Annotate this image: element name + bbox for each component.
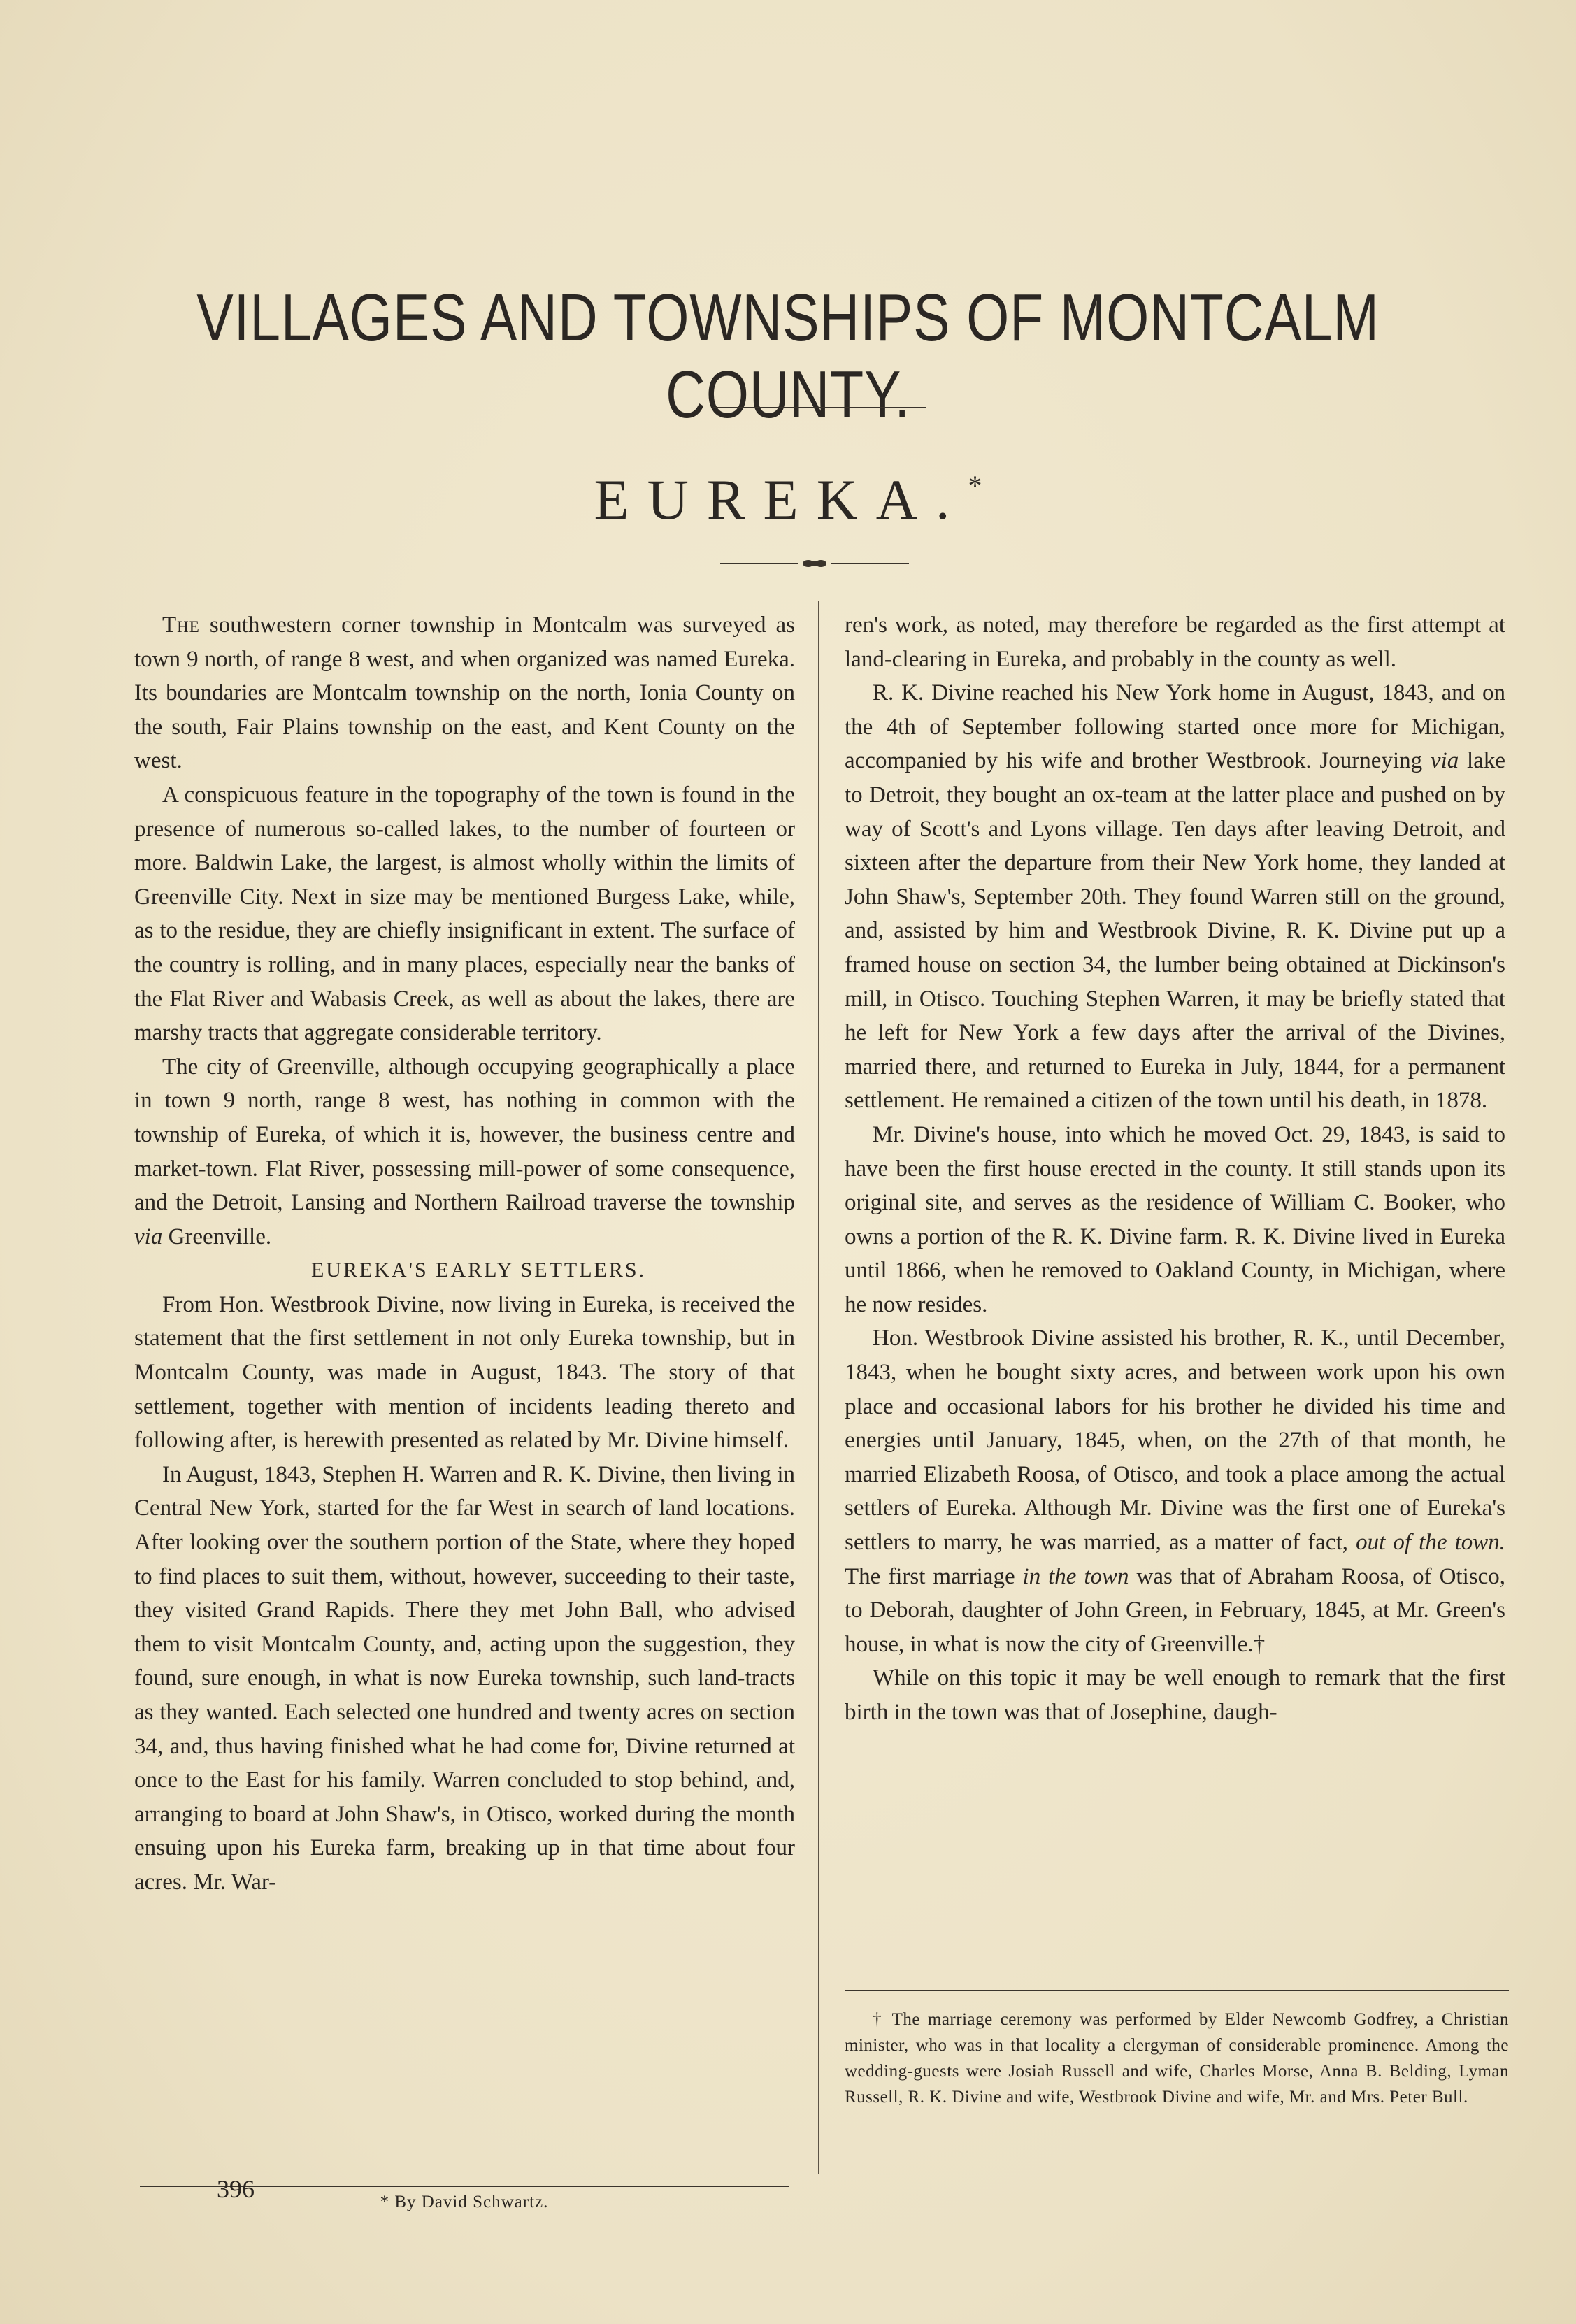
lead-word: The (162, 612, 200, 638)
paragraph: ren's work, as noted, may therefore be regarded as the first attempt at land-clearing in Eureka, and probably in the county as well. (845, 612, 1505, 672)
column-divider (818, 601, 819, 2174)
section-title-text: EUREKA. (594, 468, 968, 531)
section-title (0, 467, 1576, 533)
paragraph: R. K. Divine reached his New York home in August, 1843, and on the 4th of September following started once more for Michigan, accompanied by his wife and brother Westbrook. Journeying via lake to Detroit, they bought an ox-team at the latter place and pushed on by way of Scott's and Lyons village. Ten days after leaving Detroit, and sixteen after the departure from their New York home, they landed at John Shaw's, September 20th. They found Warren still on the ground, and, assisted by him and Westbrook Divine, R. K. Divine put up a framed house on section 34, the lumber being obtained at Dickinson's mill, in Otisco. Touching Stephen Warren, it may be briefly stated that he left for New York a few days after the arrival of the Divines, married there, and returned to Eureka in July, 1844, for a permanent settlement. He remained a citizen of the town until his death, in 1878. (845, 680, 1506, 1114)
page-number: 396 (217, 2175, 255, 2203)
footnote-marriage: † The marriage ceremony was performed by Elder Newcomb Godfrey, a Christian minister, who was in that locality a clergyman of considerable prominence. Among the wedding-guests were Josiah Russell and wife, Charles Morse, Anna B. Belding, Lyman Russell, R. K. Divine and wife, Westbrook Divine and wife, Mr. and Mrs. Peter Bull. (845, 2010, 1509, 2107)
paragraph: While on this topic it may be well enough to remark that the first birth in the town was that of Josephine, daugh- (845, 1665, 1505, 1725)
paragraph: A conspicuous feature in the topography of the town is found in the presence of numerous so-called lakes, to the number of fourteen or more. Baldwin Lake, the largest, is almost wholly within the limits of Greenville City. Next in size may be mentioned Burgess Lake, while, as to the residue, they are chiefly insignificant in extent. The surface of the country is rolling, and in many places, especially near the banks of the Flat River and Wabasis Creek, as well as about the lakes, there are marshy tracts that aggregate considerable territory. (134, 782, 795, 1046)
ornament-divider-icon (720, 557, 909, 571)
paragraph: The city of Greenville, although occupying geographically a place in town 9 north, range 8 west, has nothing in common with the township of Eureka, of which it is, however, the business centre and market-town. Flat River, possessing mill-power of some consequence, and the Detroit, Lansing and Northern Railroad traverse the township via Greenville. (134, 1054, 795, 1249)
page-title: VILLAGES AND TOWNSHIPS OF MONTCALM COUNTY. (196, 280, 1380, 432)
paragraph: The southwestern corner township in Montcalm was surveyed as town 9 north, of range 8 west, and when organized was named Eureka. Its boundaries are Montcalm township on the north, Ionia County on the south, Fair Plains township on the east, and Kent County on the west. (134, 612, 795, 774)
right-column (845, 608, 1505, 1730)
paragraph: Hon. Westbrook Divine assisted his brother, R. K., until December, 1843, when he bought sixty acres, and between work upon his own place and occasional labors for his brother he divided his time and energies until January, 1845, when, on the 27th of that month, he married Elizabeth Roosa, of Otisco, and took a place among the actual settlers of Eureka. Although Mr. Divine was the first one of Eureka's settlers to marry, he was married, as a matter of fact, out of the town. The first marriage in the town was that of Abraham Roosa, of Otisco, to Deborah, daughter of John Green, in February, 1845, at Mr. Green's house, in what is now the city of Greenville.† (845, 1326, 1506, 1657)
section-footnote-mark: * (968, 470, 982, 501)
paragraph: Mr. Divine's house, into which he moved Oct. 29, 1843, is said to have been the first house erected in the county. It still stands upon its original site, and serves as the residence of William C. Booker, who owns a portion of the R. K. Divine farm. R. K. Divine lived in Eureka until 1866, when he removed to Oakland County, in Michigan, where he now resides. (845, 1121, 1505, 1317)
title-rule (713, 407, 926, 408)
subheading: EUREKA'S EARLY SETTLERS. (310, 1258, 647, 1282)
left-column (134, 608, 795, 1900)
footnote-author: * By David Schwartz. (380, 2193, 549, 2211)
paragraph: In August, 1843, Stephen H. Warren and R. K. Divine, then living in Central New York, started for the far West in search of land locations. After looking over the southern portion of the State, where they hoped to find places to suit them, without, however, succeeding to their taste, they visited Grand Rapids. There they met John Ball, who advised them to visit Montcalm County, and, acting upon the suggestion, they found, sure enough, in what is now Eureka township, such land-tracts as they wanted. Each selected one hundred and twenty acres on section 34, and, thus having finished what he had come for, Divine returned at once to the East for his family. Warren concluded to stop behind, and, arranging to board at John Shaw's, in Otisco, worked during the month ensuing upon his Eureka farm, breaking up in that time about four acres. Mr. War- (134, 1461, 795, 1895)
paragraph: From Hon. Westbrook Divine, now living in Eureka, is received the statement that the first settlement in not only Eureka township, but in Montcalm County, was made in August, 1843. The story of that settlement, together with mention of incidents leading thereto and following after, is herewith presented as related by Mr. Divine himself. (134, 1291, 795, 1454)
footnote-rule-right (845, 1990, 1509, 1991)
